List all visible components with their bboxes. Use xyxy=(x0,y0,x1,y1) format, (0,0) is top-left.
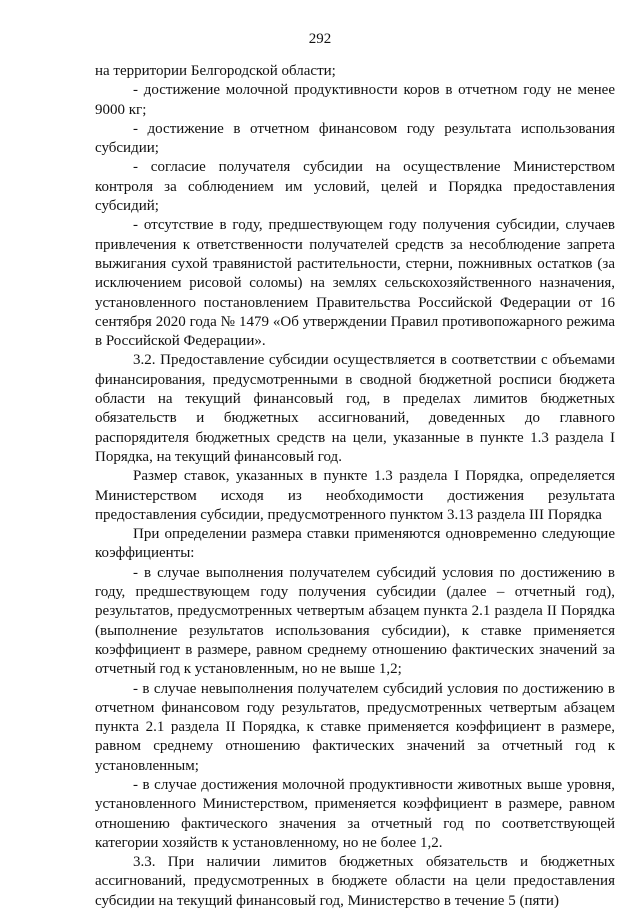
document-body xyxy=(95,62,615,911)
paragraph-rate-size: Размер ставок, указанных в пункте 1.3 раздела I Порядка, определяется Министерством исходя из необходимости достижения результата предоставления субсидии, предусмотренного пунктом 3.13 раздела III Порядка xyxy=(95,468,615,523)
list-item-coefficient-fulfilled: - в случае выполнения получателем субсидий условия по достижению в году, предшествующем году получения субсидии (далее – отчетный год), результатов, предусмотренных четвертым абзацем пункта 2.1 раздела II Порядка (выполнение результатов использования субсидии), к ставке применяется коэффициент в размере, равном среднему отношению фактических значений за отчетный год к установленным, но не выше 1,2; xyxy=(95,564,615,678)
list-item-coefficient-productivity: - в случае достижения молочной продуктивности животных выше уровня, установленного Министерством, применяется коэффициент в размере, равном отношению фактического значения за отчетный год по соответствующей категории хозяйств к установленному, но не более 1,2. xyxy=(95,776,615,851)
paragraph-3-2: 3.2. Предоставление субсидии осуществляется в соответствии с объемами финансирования, предусмотренными в сводной бюджетной росписи бюджета области на текущий финансовый год, в пределах лимитов бюджетных обязательств и бюджетных ассигнований, доведенных до главного распорядителя бюджетных средств на цели, указанные в пункте 1.3 раздела I Порядка, на текущий финансовый год. xyxy=(95,352,615,465)
list-item-milk-yield: - достижение молочной продуктивности коров в отчетном году не менее 9000 кг; xyxy=(95,82,615,118)
paragraph-continuation: на территории Белгородской области; xyxy=(95,63,336,79)
list-item-result-achievement: - достижение в отчетном финансовом году результата использования субсидии; xyxy=(95,120,615,157)
paragraph-3-3: 3.3. При наличии лимитов бюджетных обязательств и бюджетных ассигнований, предусмотренных в бюджете области на цели предоставления субсидии на текущий финансовый год, Министерство в течение 5 (пяти) xyxy=(95,854,615,909)
list-item-coefficient-not-fulfilled: - в случае невыполнения получателем субсидий условия по достижению в отчетном финансовом году результатов, предусмотренных четвертым абзацем пункта 2.1 раздела II Порядка, к ставке применяется коэффициент в размере, равном среднему отношению фактических значений за отчетный год к установленным; xyxy=(95,680,615,774)
paragraph-coefficients-intro: При определении размера ставки применяются одновременно следующие коэффициенты: xyxy=(95,526,615,562)
list-item-consent-control: - согласие получателя субсидии на осуществление Министерством контроля за соблюдением им условий, целей и Порядка предоставления субсидий; xyxy=(95,159,615,215)
page-number: 292 xyxy=(308,31,332,47)
list-item-no-liability: - отсутствие в году, предшествующем году получения субсидии, случаев привлечения к ответственности получателей средств за несоблюдение запрета выжигания сухой травянистой растительности, стерни, пожнивных остатков (за исключением рисовой соломы) на землях сельскохозяйственного назначения, установленного постановлением Правительства Российской Федерации от 16 сентября 2020 года № 1479 «Об утверждении Правил противопожарного режима в Российской Федерации». xyxy=(95,217,615,350)
